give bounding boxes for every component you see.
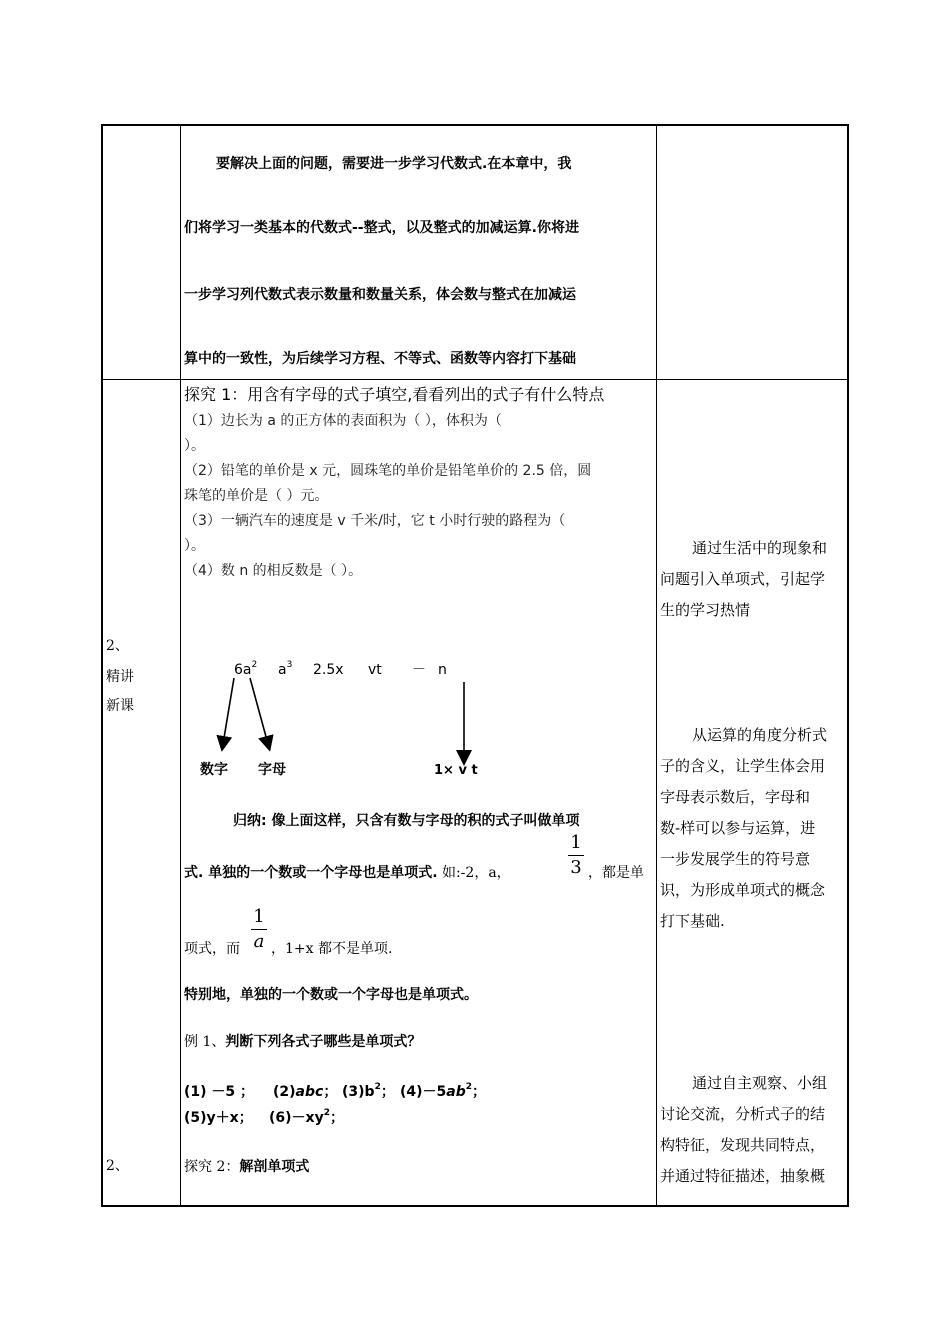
explore2-title: 探究 2：解剖单项式 bbox=[184, 1159, 310, 1175]
note-3 bbox=[660, 1068, 848, 1192]
table-bottom-border bbox=[101, 1205, 849, 1207]
expr-2-5x: 2.5x bbox=[313, 662, 344, 678]
column-divider-1 bbox=[180, 124, 181, 1207]
step-label-line-2: 新课 bbox=[106, 698, 134, 714]
example-1: 例 1、判断下列各式子哪些是单项式？ bbox=[184, 1034, 422, 1050]
paragraph-line-4: 算中的一致性，为后续学习方程、不等式、函数等内容打下基础 bbox=[184, 351, 576, 367]
explore1-title: 探究 1：用含有字母的式子填空,看看列出的式子有什么特点 bbox=[184, 385, 605, 404]
note-2-line-2: 子的含义，让学生体会用 bbox=[660, 757, 826, 775]
question-2-line-1: （2）铅笔的单价是 x 元，圆珠笔的单价是铅笔单价的 2.5 倍，圆 bbox=[184, 463, 592, 479]
expr-neg: － bbox=[412, 662, 426, 678]
row-divider bbox=[101, 379, 849, 380]
note-3-line-3: 构特征，发现共同特点， bbox=[660, 1136, 826, 1154]
example-item-5: (5)y＋x； bbox=[184, 1110, 253, 1126]
note-1-line-3: 生的学习热情 bbox=[660, 601, 751, 619]
note-3-line-4: 并通过特征描述，抽象概 bbox=[660, 1167, 826, 1185]
step-number: 2、 bbox=[106, 638, 129, 654]
expr-a3: $a^3$ bbox=[278, 660, 293, 678]
question-1-line-2: ）。 bbox=[184, 438, 205, 454]
note-2-line-3: 字母表示数后，字母和 bbox=[660, 788, 811, 806]
summary-line-3-end: ，1+x 都不是单项. bbox=[271, 941, 393, 957]
note-2-line-1: 从运算的角度分析式 bbox=[692, 726, 828, 744]
expr-6a2: $6a^2$ bbox=[234, 660, 258, 678]
note-2-line-4: 数-样可以参与运算，进 bbox=[660, 819, 816, 837]
fraction-one-third: 1 3 bbox=[568, 832, 584, 879]
summary-line-3-start: 项式，而 bbox=[184, 941, 240, 957]
table-right-border bbox=[847, 124, 849, 1207]
note-2-line-5: 一步发展学生的符号意 bbox=[660, 850, 811, 868]
table-top-border bbox=[101, 124, 849, 126]
step-label-line-1: 精讲 bbox=[106, 669, 134, 685]
arrow-to-number bbox=[223, 678, 234, 744]
note-2 bbox=[660, 720, 848, 937]
note-1-line-1: 通过生活中的现象和 bbox=[692, 539, 828, 557]
note-1-line-2: 问题引入单项式，引起学 bbox=[660, 570, 826, 588]
question-4: （4）数 n 的相反数是（ ）。 bbox=[184, 563, 363, 579]
note-1 bbox=[660, 533, 848, 626]
question-1-line-1: （1）边长为 a 的正方体的表面积为（ ），体积为（ bbox=[184, 413, 502, 429]
special-note: 特别地，单独的一个数或一个字母也是单项式。 bbox=[184, 987, 478, 1003]
example-item-1: (1) －5 ； bbox=[184, 1084, 255, 1100]
step-number-2: 2、 bbox=[106, 1158, 129, 1174]
paragraph-line-1: 要解决上面的问题，需要进一步学习代数式.在本章中，我 bbox=[216, 156, 572, 172]
question-3-line-2: ）。 bbox=[184, 538, 205, 554]
example-item-4: $(4)-5ab^2$； bbox=[400, 1082, 487, 1100]
label-letter: 字母 bbox=[258, 762, 286, 778]
expr-vt: vt bbox=[368, 662, 382, 678]
column-divider-2 bbox=[656, 124, 657, 1207]
example-item-3: $(3)b^2$； bbox=[342, 1082, 395, 1100]
note-3-line-2: 讨论交流，分析式子的结 bbox=[660, 1105, 826, 1123]
table-left-border bbox=[101, 124, 103, 1207]
question-3-line-1: （3）一辆汽车的速度是 v 千米/时，它 t 小时行驶的路程为（ bbox=[184, 513, 566, 529]
expr-n: n bbox=[438, 662, 447, 678]
arrow-to-letter bbox=[250, 678, 268, 744]
label-number: 数字 bbox=[200, 762, 228, 778]
fraction-one-over-a: 1 a bbox=[251, 906, 267, 953]
note-3-line-1: 通过自主观察、小组 bbox=[692, 1074, 828, 1092]
paragraph-line-2: 们将学习一类基本的代数式--整式，以及整式的加减运算.你将进 bbox=[184, 220, 579, 236]
paragraph-line-3: 一步学习列代数式表示数量和数量关系，体会数与整式在加减运 bbox=[184, 287, 576, 303]
example-item-6: $(6)-xy^2$； bbox=[269, 1108, 344, 1126]
summary-line-2: 式. 单独的一个数或一个字母也是单项式. 如:-2，a， bbox=[184, 865, 511, 881]
label-product: 1× v t bbox=[434, 763, 478, 778]
summary-line-2-end: ，都是单 bbox=[588, 865, 644, 881]
summary-line-1: 归纳: 像上面这样，只含有数与字母的积的式子叫做单项 bbox=[233, 813, 580, 829]
note-2-line-6: 识，为形成单项式的概念 bbox=[660, 881, 826, 899]
question-2-line-2: 珠笔的单价是（ ）元。 bbox=[184, 488, 329, 504]
note-2-line-7: 打下基础. bbox=[660, 912, 725, 930]
example-item-2: (2)abc； bbox=[273, 1084, 338, 1100]
